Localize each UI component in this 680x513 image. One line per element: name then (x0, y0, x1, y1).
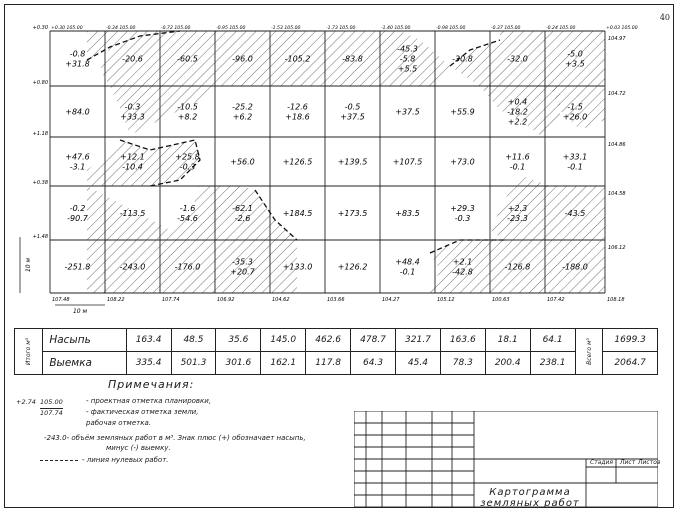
row-label-cut: Выемка (43, 352, 126, 375)
bottom-node-mark: 107.48 (52, 297, 70, 303)
cell-volume-label: -18.2 (507, 107, 528, 117)
cut-value: 117.8 (306, 352, 351, 375)
cell-volume-label: -32.0 (507, 54, 528, 64)
top-node-mark: -1.73 105.00 (326, 26, 356, 31)
cell-volume-label: +0.4 (507, 97, 528, 107)
left-edge-mark: +1.48 (32, 234, 48, 240)
cell-volume-label: +84.0 (65, 107, 90, 117)
stamp-stage-label: Стадия (590, 459, 614, 466)
cell-volume-label: +37.5 (340, 112, 365, 122)
bottom-node-mark: 107.42 (547, 297, 565, 303)
right-edge-mark: 104.97 (608, 36, 626, 42)
cell-volume-label: +2.3 (507, 204, 528, 213)
cut-value: 301.6 (216, 352, 261, 375)
legend-actual-mark: 107.74 (40, 409, 63, 417)
cell-volume-label: +139.5 (337, 157, 368, 167)
fill-value: 462.6 (306, 329, 351, 352)
cell-volume-label: +25.8 (175, 152, 200, 162)
legend-line-1: - проектная отметка планировки, (86, 397, 212, 405)
cell-volume-label: -251.8 (64, 262, 91, 272)
fill-value: 321.7 (395, 329, 440, 352)
cell-volume-label: -5.0 (567, 49, 583, 59)
cell-volume-label: +3.5 (565, 59, 585, 69)
top-node-mark: -1.40 105.00 (381, 26, 411, 31)
notes-volume-line-2: минус (-) выемку. (106, 444, 171, 452)
cell-volume-label: +55.9 (450, 107, 475, 117)
cell-volume-label: -0.1 (567, 162, 583, 172)
stamp-title (474, 487, 586, 509)
page-number: 40 (659, 13, 670, 22)
cell-volume-label: +26.0 (562, 112, 588, 122)
right-edge-mark: 104.72 (608, 91, 626, 97)
cell-volume-label: -90.7 (67, 214, 88, 223)
cell-volume-label: +107.5 (392, 157, 423, 167)
row-label-fill: Насыпь (43, 329, 126, 352)
stamp-title-line-2: земляных работ (480, 498, 580, 509)
cell-volume-label: +31.8 (65, 59, 90, 69)
right-edge-mark: 106.12 (608, 245, 626, 251)
cell-volume-label: -60.5 (177, 54, 198, 64)
cell-volume-label: -45.3 (397, 44, 418, 54)
cell-volume-label: -0.1 (399, 267, 416, 277)
cell-volume-label: -3.1 (69, 162, 86, 172)
bottom-node-mark: 108.18 (607, 297, 625, 303)
cell-volume-label: -113.5 (119, 209, 146, 218)
cell-volume-label: -0.2 (69, 204, 86, 213)
notes-volume-line: -243.0- объём земляных работ в м³. Знак плюс (+) обозначает насыпь, (44, 434, 306, 442)
cell-volume-label: +8.2 (177, 112, 198, 122)
cell-volume-label: +126.5 (282, 157, 313, 167)
cell-volume-label: -43.5 (564, 209, 586, 218)
title-block (354, 411, 661, 509)
legend-marks (16, 396, 212, 427)
left-edge-mark: +0.30 (32, 25, 48, 31)
cell-volume-label: -30.8 (452, 54, 473, 64)
cell-volume-label: -83.8 (342, 54, 363, 64)
fill-value: 64.1 (530, 329, 575, 352)
cell-volume-label: +56.0 (230, 157, 255, 167)
notes-null-text: - линия нулевых работ. (82, 456, 169, 464)
bottom-node-mark: 105.12 (437, 297, 455, 303)
cell-volume-label: -126.8 (504, 262, 531, 272)
top-node-mark: +0.03 105.00 (606, 26, 638, 31)
stamp-sheets-label: Листов (638, 459, 661, 466)
cell-volume-label: -0.3 (454, 214, 471, 223)
cell-volume-label: -5.8 (399, 54, 416, 64)
cell-volume-label: +173.5 (337, 209, 368, 218)
cell-volume-label: -25.2 (232, 102, 253, 112)
cut-total: 2064.7 (603, 352, 658, 375)
cell-volume-label: -0.3 (179, 162, 196, 172)
fill-value: 35.6 (216, 329, 261, 352)
notes-null-line (40, 456, 169, 464)
volumes-side-label: Итого м³ (15, 329, 43, 375)
bottom-node-mark: 100.63 (492, 297, 510, 303)
cell-volume-label: +11.6 (505, 152, 530, 162)
cut-value: 238.1 (530, 352, 575, 375)
cell-volume-label: +126.2 (337, 262, 368, 272)
bottom-node-mark: 106.92 (217, 297, 235, 303)
cell-volume-label: +2.1 (452, 257, 473, 267)
cell-volume-label: +12.1 (120, 152, 145, 162)
top-node-mark: -0.34 105.00 (106, 26, 136, 31)
cut-value: 64.3 (351, 352, 396, 375)
top-node-mark: -0.95 105.00 (216, 26, 246, 31)
cell-volume-label: -176.0 (174, 262, 201, 272)
top-node-mark: +0.30 105.00 (51, 26, 83, 31)
cell-volume-label: +20.7 (230, 267, 255, 277)
right-edge-mark: 104.86 (608, 142, 626, 148)
fill-value: 163.6 (440, 329, 485, 352)
top-node-mark: -1.53 105.00 (271, 26, 301, 31)
cell-volume-label: +6.2 (232, 112, 253, 122)
legend-design-mark: 105.00 (40, 398, 63, 406)
top-node-mark: -0.72 105.00 (161, 26, 191, 31)
cell-volume-label: -35.3 (232, 257, 253, 267)
stamp-sheet-label: Лист (620, 459, 636, 466)
cut-value: 45.4 (395, 352, 440, 375)
cut-value: 335.4 (126, 352, 171, 375)
cell-volume-label: -62.1 (232, 204, 253, 213)
cell-volume-label: +73.0 (450, 157, 475, 167)
cut-value: 78.3 (440, 352, 485, 375)
cell-volume-label: -10.5 (177, 102, 198, 112)
cell-volume-label: +48.4 (395, 257, 420, 267)
cell-volume-label: -188.0 (562, 262, 588, 272)
cell-volume-label: -0.3 (124, 102, 141, 112)
legend-line-2: - фактическая отметка земли, (86, 408, 199, 416)
top-node-mark: -0.98 105.00 (436, 26, 466, 31)
cell-volume-label: -105.2 (284, 54, 311, 64)
left-edge-mark: +1.18 (32, 131, 48, 137)
notes-title: Примечания: (108, 378, 195, 391)
volumes-row-fill (15, 329, 658, 352)
top-node-mark: -0.37 105.00 (491, 26, 521, 31)
cell-volume-label: -42.8 (452, 267, 473, 277)
cell-volume-label: -1.5 (567, 102, 583, 112)
bottom-node-mark: 103.66 (327, 297, 345, 303)
legend-work-mark: +2.74 (16, 398, 36, 406)
cell-volume-label: +47.6 (65, 152, 90, 162)
cell-volume-label: -12.6 (287, 102, 308, 112)
cell-volume-label: +184.5 (282, 209, 313, 218)
legend-line-3: рабочая отметка. (86, 419, 151, 427)
cell-volume-label: -2.6 (234, 214, 251, 223)
cut-value: 200.4 (485, 352, 530, 375)
fill-value: 478.7 (351, 329, 396, 352)
left-edge-mark: +0.80 (32, 80, 48, 86)
cell-volume-label: -96.0 (232, 54, 253, 64)
volumes-row-cut (15, 352, 658, 375)
cell-volume-label: +2.2 (507, 117, 528, 127)
cell-volume-label: -20.6 (122, 54, 143, 64)
scale-label-horizontal: 10 м (72, 308, 88, 315)
cell-volume-label: +33.1 (562, 152, 588, 162)
bottom-node-mark: 108.22 (107, 297, 125, 303)
scale-label-vertical: 10 м (25, 257, 32, 273)
cell-volume-label: +37.5 (395, 107, 420, 117)
left-edge-mark: +0.38 (32, 180, 48, 186)
fill-total: 1699.3 (603, 329, 658, 352)
cell-volume-label: +5.5 (397, 64, 418, 74)
cut-value: 501.3 (171, 352, 216, 375)
bottom-node-mark: 104.27 (382, 297, 400, 303)
cell-volume-label: -54.6 (177, 214, 198, 223)
cell-volume-label: -23.3 (507, 214, 528, 223)
stamp-title-line-1: Картограмма (489, 487, 571, 498)
fill-value: 163.4 (126, 329, 171, 352)
cell-volume-label: -0.1 (509, 162, 526, 172)
cell-volume-label: +18.6 (285, 112, 310, 122)
dashed-line-icon (40, 460, 78, 461)
cell-volume-label: +133.0 (282, 262, 313, 272)
bottom-node-mark: 104.62 (272, 297, 290, 303)
cell-volume-label: -243.0 (119, 262, 146, 272)
cut-value: 162.1 (261, 352, 306, 375)
bottom-node-mark: 107.74 (162, 297, 180, 303)
fill-value: 48.5 (171, 329, 216, 352)
cell-volume-label: -0.5 (344, 102, 361, 112)
cell-volume-label: +83.5 (395, 209, 420, 218)
cell-volume-label: -1.6 (179, 204, 196, 213)
cell-volume-label: -10.4 (122, 162, 143, 172)
volumes-total-label: Всего м³ (575, 329, 603, 375)
cell-volume-label: +29.3 (450, 204, 475, 213)
cell-volume-label: -0.8 (69, 49, 86, 59)
fill-value: 18.1 (485, 329, 530, 352)
cell-volume-label: +33.3 (120, 112, 145, 122)
top-node-mark: -0.24 105.00 (546, 26, 576, 31)
fill-value: 145.0 (261, 329, 306, 352)
volumes-table (14, 328, 658, 375)
right-edge-mark: 104.58 (608, 191, 626, 197)
